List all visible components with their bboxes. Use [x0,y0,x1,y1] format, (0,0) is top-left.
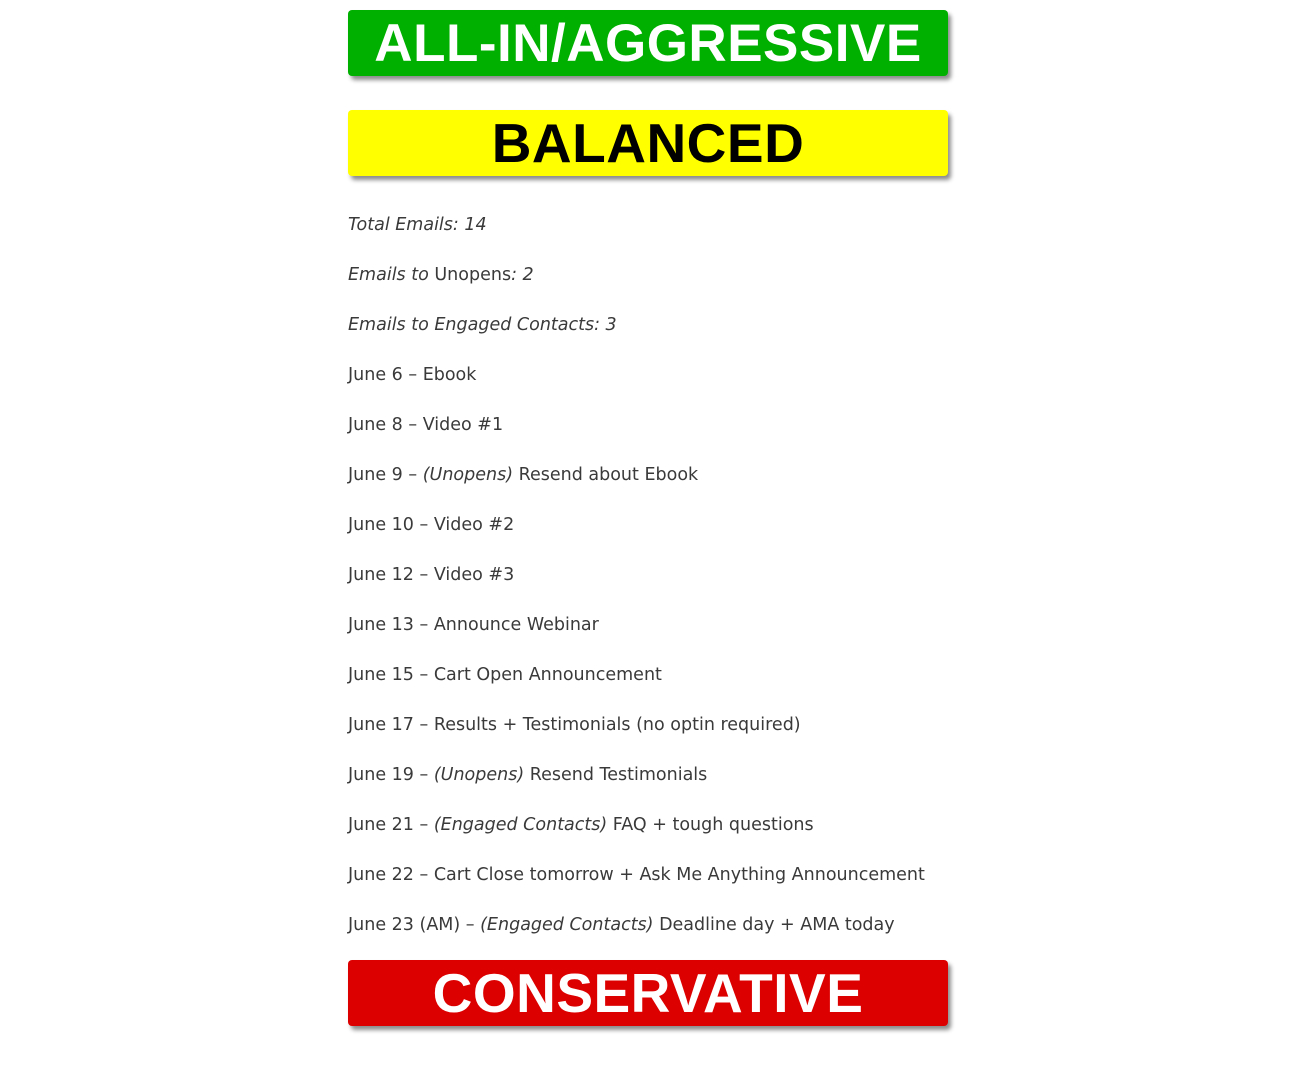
schedule-tag: (Engaged Contacts) [480,915,654,935]
total-emails: Total Emails: 14 [348,215,487,235]
schedule-text: Cart Open Announcement [433,665,662,685]
schedule-item [348,662,948,712]
schedule-item [348,362,948,412]
schedule-date: June 6 – [348,365,423,385]
schedule-text: Video #2 [433,515,515,535]
schedule-date: June 9 – [348,465,423,485]
conservative-banner: CONSERVATIVE [348,960,948,1026]
schedule-item [348,612,948,662]
schedule-tag: (Engaged Contacts) [433,815,608,835]
aggressive-banner: ALL-IN/AGGRESSIVE [348,10,948,76]
unopens-count: : 2 [511,265,534,285]
schedule-date: June 17 – [348,715,434,735]
unopens-prefix: Emails to [348,265,429,285]
schedule-text: Announce Webinar [433,615,599,635]
schedule-date: June 8 – [348,415,423,435]
schedule-text: Results + Testimonials (no optin required) [433,715,801,735]
schedule-text: Resend Testimonials [524,765,708,785]
schedule-date: June 19 – [348,765,434,785]
schedule-tag: (Unopens) [433,765,525,785]
schedule-text: Cart Close tomorrow + Ask Me Anything Announcement [433,865,925,885]
schedule-tag: (Unopens) [422,465,514,485]
schedule-text: FAQ + tough questions [607,815,814,835]
schedule-item [348,912,948,962]
schedule-date: June 21 – [348,815,434,835]
schedule-item [348,762,948,812]
schedule-text: Deadline day + AMA today [653,915,895,935]
schedule-date: June 13 – [348,615,434,635]
schedule-item [348,412,948,462]
schedule-date: June 12 – [348,565,434,585]
schedule-item [348,812,948,862]
schedule-text: Video #3 [433,565,515,585]
balanced-plan-list [348,212,948,962]
schedule-item [348,462,948,512]
emails-to-engaged: Emails to Engaged Contacts: 3 [348,315,617,335]
schedule-text: Resend about Ebook [513,465,699,485]
schedule-item [348,562,948,612]
schedule-date: June 22 – [348,865,434,885]
schedule-date: June 23 (AM) – [348,915,481,935]
schedule-date: June 10 – [348,515,434,535]
schedule-item [348,862,948,912]
schedule-text: Ebook [422,365,477,385]
unopens-word: Unopens [428,265,512,285]
schedule-text: Video #1 [422,415,504,435]
emails-to-unopens [348,262,948,312]
schedule-item [348,712,948,762]
schedule-item [348,512,948,562]
balanced-banner: BALANCED [348,110,948,176]
schedule-date: June 15 – [348,665,434,685]
